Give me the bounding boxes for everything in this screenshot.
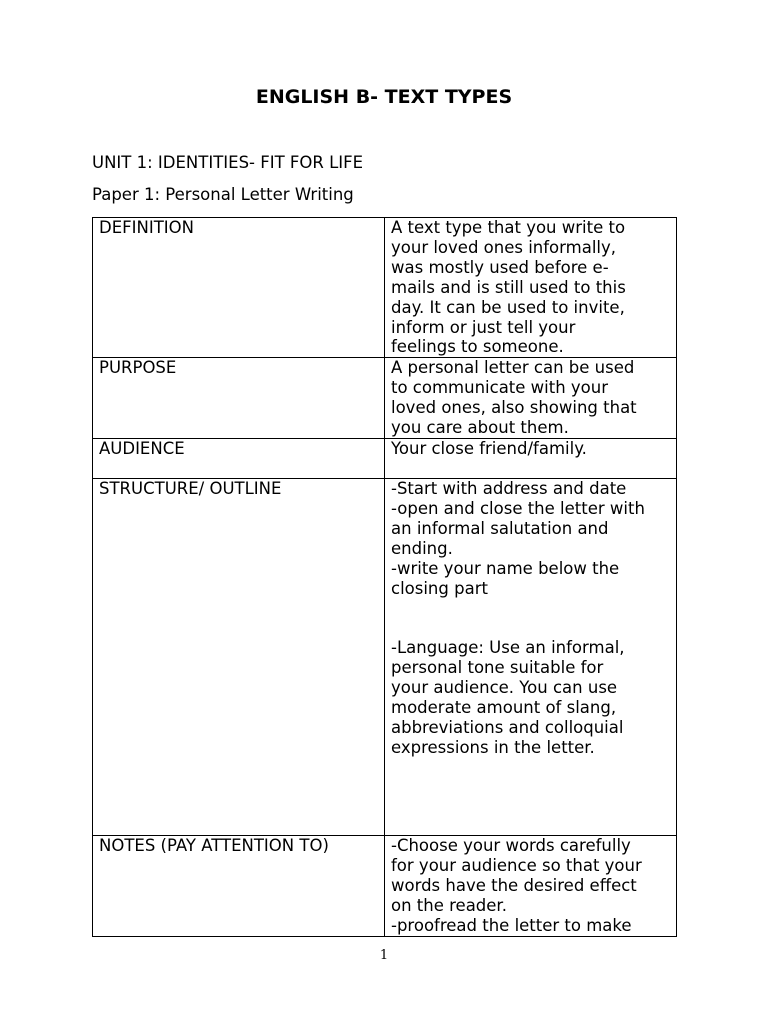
definition-label: DEFINITION (93, 218, 385, 358)
purpose-value (385, 358, 677, 439)
audience-label: AUDIENCE (93, 438, 385, 478)
structure-blank-line (391, 598, 671, 618)
definition-line: inform or just tell your (391, 317, 576, 337)
audience-value (385, 438, 677, 478)
definition-line: day. It can be used to invite, (391, 297, 625, 317)
structure-line: -Language: Use an informal, (391, 638, 625, 658)
definition-line: mails and is still used to this (391, 277, 626, 297)
notes-line: -Choose your words carefully (391, 835, 631, 855)
purpose-line: A personal letter can be used (391, 358, 635, 378)
definition-value (385, 218, 677, 358)
table-row-structure (93, 478, 677, 835)
structure-line: -open and close the letter with (391, 498, 645, 518)
notes-line: -proofread the letter to make (391, 915, 632, 935)
paper-heading: Paper 1: Personal Letter Writing (92, 185, 354, 204)
notes-label: NOTES (PAY ATTENTION TO) (93, 835, 385, 936)
document-title: ENGLISH B- TEXT TYPES (255, 86, 513, 108)
definition-line: your loved ones informally, (391, 237, 617, 257)
table-row-notes (93, 835, 677, 936)
structure-value (385, 478, 677, 835)
notes-line: words have the desired effect (391, 875, 637, 895)
structure-label: STRUCTURE/ OUTLINE (93, 478, 385, 835)
structure-line: -write your name below the (391, 558, 620, 578)
structure-blank-line (391, 618, 671, 638)
structure-line: your audience. You can use (391, 678, 618, 698)
structure-line: moderate amount of slang, (391, 697, 617, 717)
definition-line: was mostly used before e- (391, 257, 609, 277)
audience-line: Your close friend/family. (391, 438, 587, 458)
structure-line: ending. (391, 538, 453, 558)
purpose-line: you care about them. (391, 418, 569, 438)
table-row-purpose (93, 358, 677, 439)
notes-value (385, 835, 677, 936)
notes-line: for your audience so that your (391, 855, 642, 875)
purpose-label: PURPOSE (93, 358, 385, 439)
structure-line: personal tone suitable for (391, 658, 604, 678)
purpose-line: loved ones, also showing that (391, 398, 637, 418)
unit-heading: UNIT 1: IDENTITIES- FIT FOR LIFE (92, 153, 364, 172)
page-number: 1 (379, 948, 389, 963)
structure-line: an informal salutation and (391, 518, 609, 538)
structure-line: -Start with address and date (391, 478, 627, 498)
text-type-table (92, 217, 677, 937)
structure-line: abbreviations and colloquial (391, 717, 624, 737)
notes-line: on the reader. (391, 895, 507, 915)
purpose-line: to communicate with your (391, 378, 609, 398)
table-row-definition (93, 218, 677, 358)
table-row-audience (93, 438, 677, 478)
definition-line: A text type that you write to (391, 218, 626, 237)
structure-line: closing part (391, 578, 488, 598)
structure-line: expressions in the letter. (391, 737, 595, 757)
definition-line: feelings to someone. (391, 337, 564, 357)
